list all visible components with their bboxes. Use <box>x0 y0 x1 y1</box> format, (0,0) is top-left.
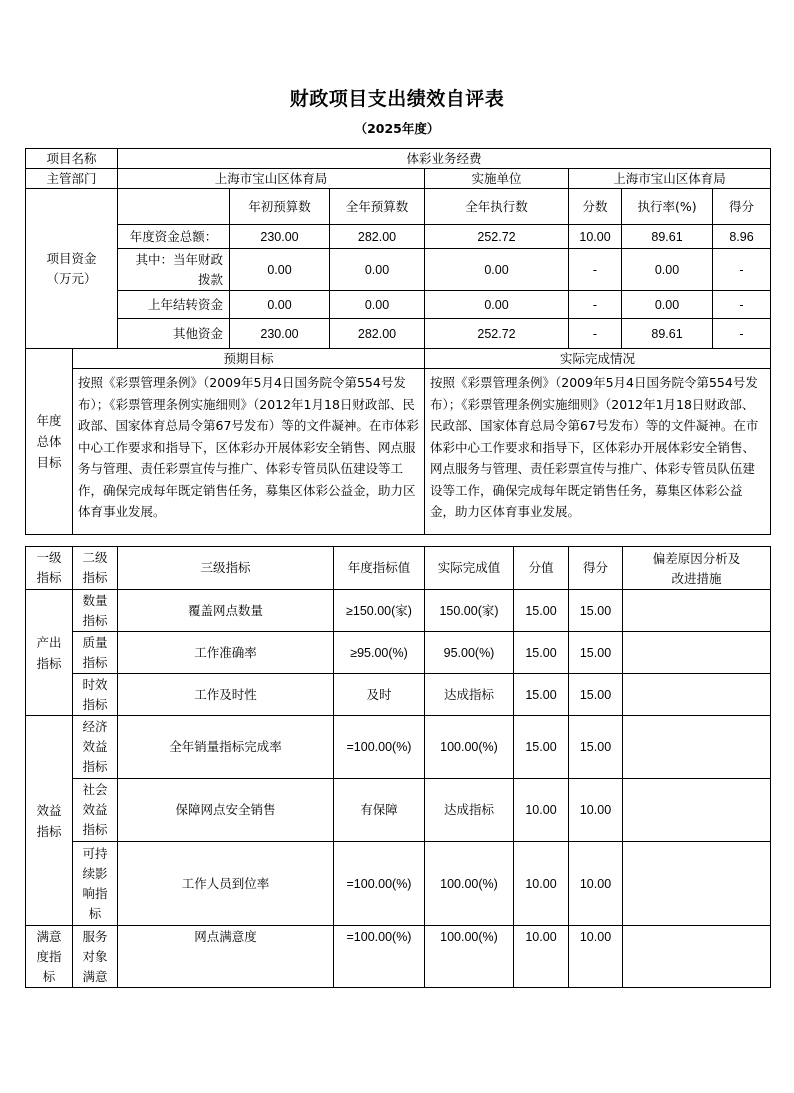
level2-text: 可持续影响指标 <box>82 845 108 921</box>
expected-goal-header: 预期目标 <box>73 349 425 369</box>
score-cell: 15.00 <box>569 590 623 632</box>
level2-cell <box>73 842 118 926</box>
funds-col-header: 得分 <box>713 189 771 225</box>
header-level3: 三级指标 <box>118 547 334 590</box>
target-cell: =100.00(%) <box>334 716 425 779</box>
goals-label <box>26 349 73 535</box>
level3-cell: 网点满意度 <box>118 926 334 988</box>
deviation-cell <box>623 716 771 779</box>
header-level1 <box>26 547 73 590</box>
funds-cell: 230.00 <box>230 319 330 349</box>
goals-label-text: 年度总体目标 <box>36 413 62 470</box>
weight-cell: 15.00 <box>514 632 569 674</box>
header-actual: 实际完成值 <box>425 547 514 590</box>
budget-table <box>25 148 771 535</box>
actual-cell: 150.00(家) <box>425 590 514 632</box>
score-cell: 15.00 <box>569 716 623 779</box>
level2-text: 质量指标 <box>82 634 108 670</box>
level2-text: 经济效益指标 <box>82 719 108 774</box>
funds-cell: 89.61 <box>622 319 713 349</box>
deviation-cell <box>623 632 771 674</box>
header-deviation-text: 偏差原因分析及改进措施 <box>652 551 741 586</box>
actual-cell: 95.00(%) <box>425 632 514 674</box>
funds-col-header: 全年执行数 <box>425 189 569 225</box>
funds-cell: 0.00 <box>330 291 425 319</box>
unit-label: 实施单位 <box>425 169 569 189</box>
satisfaction-indicator-label <box>26 926 73 988</box>
level3-cell: 工作人员到位率 <box>118 842 334 926</box>
target-cell: 及时 <box>334 674 425 716</box>
header-level2-text: 二级指标 <box>82 550 108 585</box>
funds-cell: - <box>569 249 622 291</box>
indicator-table <box>25 546 771 988</box>
output-indicator-label-text: 产出指标 <box>36 634 62 671</box>
funds-cell: - <box>713 291 771 319</box>
deviation-cell <box>623 926 771 988</box>
level2-text: 社会效益指标 <box>82 782 108 837</box>
funds-row-label: 上年结转资金 <box>118 291 230 319</box>
deviation-cell <box>623 779 771 842</box>
funds-row-label: 其他资金 <box>118 319 230 349</box>
level3-cell: 覆盖网点数量 <box>118 590 334 632</box>
actual-cell: 100.00(%) <box>425 716 514 779</box>
funds-col-header: 年初预算数 <box>230 189 330 225</box>
level3-cell: 全年销量指标完成率 <box>118 716 334 779</box>
weight-cell: 15.00 <box>514 674 569 716</box>
score-cell: 10.00 <box>569 926 623 988</box>
level2-cell <box>73 926 118 988</box>
funds-header-blank <box>118 189 230 225</box>
funds-cell: - <box>713 249 771 291</box>
target-cell: ≥95.00(%) <box>334 632 425 674</box>
funds-cell: 0.00 <box>230 291 330 319</box>
funds-cell: 8.96 <box>713 225 771 249</box>
benefit-indicator-label-text: 效益指标 <box>36 802 62 839</box>
funds-cell: 282.00 <box>330 319 425 349</box>
funds-cell: 0.00 <box>622 291 713 319</box>
level3-cell: 保障网点安全销售 <box>118 779 334 842</box>
benefit-indicator-label <box>26 716 73 926</box>
funds-group-label-text: 项目资金（万元） <box>46 250 97 286</box>
target-cell: ≥150.00(家) <box>334 590 425 632</box>
target-cell: =100.00(%) <box>334 842 425 926</box>
funds-cell: 230.00 <box>230 225 330 249</box>
actual-cell: 100.00(%) <box>425 926 514 988</box>
funds-cell: 252.72 <box>425 319 569 349</box>
funds-col-header: 全年预算数 <box>330 189 425 225</box>
header-deviation <box>623 547 771 590</box>
funds-cell: 0.00 <box>230 249 330 291</box>
level2-cell <box>73 674 118 716</box>
level2-text: 服务对象满意 <box>82 928 108 984</box>
level3-cell: 工作及时性 <box>118 674 334 716</box>
actual-goal-text: 按照《彩票管理条例》（2009年5月4日国务院令第554号发布）；《彩票管理条例实施细则》（2012年1月18日财政部、民政部、国家体育总局令第67号发布）等的文件凝神。在市体彩中心工作要求和指导下，区体彩办开展体彩安全销售、网点服务与管理、责任彩票宣传与推广、体彩专管员队伍建设等工作，确保完成每年既定销售任务，募集区体彩公益金，助力区体育事业发展。 <box>425 369 771 535</box>
funds-cell: 10.00 <box>569 225 622 249</box>
funds-row-label <box>118 249 230 291</box>
actual-cell: 达成指标 <box>425 674 514 716</box>
score-cell: 15.00 <box>569 632 623 674</box>
document-year: （2025年度） <box>354 121 440 136</box>
level2-cell <box>73 779 118 842</box>
funds-cell: 0.00 <box>330 249 425 291</box>
level2-cell <box>73 590 118 632</box>
deviation-cell <box>623 842 771 926</box>
funds-row-label-text: 其中：当年财政拨款 <box>135 251 224 287</box>
header-level1-text: 一级指标 <box>36 550 62 585</box>
document-title: 财政项目支出绩效自评表 <box>289 88 505 110</box>
output-indicator-label <box>26 590 73 716</box>
header-score: 得分 <box>569 547 623 590</box>
funds-cell: 89.61 <box>622 225 713 249</box>
funds-cell: 0.00 <box>425 291 569 319</box>
funds-cell: - <box>569 319 622 349</box>
weight-cell: 10.00 <box>514 842 569 926</box>
funds-cell: - <box>569 291 622 319</box>
weight-cell: 10.00 <box>514 926 569 988</box>
target-cell: 有保障 <box>334 779 425 842</box>
actual-goal-header: 实际完成情况 <box>425 349 771 369</box>
weight-cell: 15.00 <box>514 590 569 632</box>
funds-cell: 252.72 <box>425 225 569 249</box>
deviation-cell <box>623 590 771 632</box>
level3-cell: 工作准确率 <box>118 632 334 674</box>
dept-value: 上海市宝山区体育局 <box>118 169 425 189</box>
level2-text: 数量指标 <box>82 592 108 628</box>
expected-goal-text: 按照《彩票管理条例》（2009年5月4日国务院令第554号发布）；《彩票管理条例实施细则》（2012年1月18日财政部、民政部、国家体育总局令第67号发布）等的文件凝神。在市体彩中心工作要求和指导下，区体彩办开展体彩安全销售、网点服务与管理、责任彩票宣传与推广、体彩专管员队伍建设等工作，确保完成每年既定销售任务，募集区体彩公益金，助力区体育事业发展。 <box>73 369 425 535</box>
level2-cell <box>73 632 118 674</box>
funds-cell: 0.00 <box>622 249 713 291</box>
header-target: 年度指标值 <box>334 547 425 590</box>
level2-text: 时效指标 <box>82 676 108 712</box>
header-level2 <box>73 547 118 590</box>
funds-group-label <box>26 189 118 349</box>
score-cell: 10.00 <box>569 842 623 926</box>
satisfaction-indicator-label-text: 满意度指标 <box>36 928 62 984</box>
funds-cell: - <box>713 319 771 349</box>
actual-cell: 达成指标 <box>425 779 514 842</box>
deviation-cell <box>623 674 771 716</box>
unit-value: 上海市宝山区体育局 <box>569 169 771 189</box>
header-weight: 分值 <box>514 547 569 590</box>
target-cell: =100.00(%) <box>334 926 425 988</box>
actual-cell: 100.00(%) <box>425 842 514 926</box>
funds-row-label: 年度资金总额： <box>118 225 230 249</box>
dept-label: 主管部门 <box>26 169 118 189</box>
funds-col-header: 分数 <box>569 189 622 225</box>
funds-col-header: 执行率(%) <box>622 189 713 225</box>
funds-cell: 0.00 <box>425 249 569 291</box>
funds-cell: 282.00 <box>330 225 425 249</box>
score-cell: 15.00 <box>569 674 623 716</box>
weight-cell: 10.00 <box>514 779 569 842</box>
project-name-label: 项目名称 <box>26 149 118 169</box>
project-name-value: 体彩业务经费 <box>118 149 771 169</box>
weight-cell: 15.00 <box>514 716 569 779</box>
level2-cell <box>73 716 118 779</box>
score-cell: 10.00 <box>569 779 623 842</box>
